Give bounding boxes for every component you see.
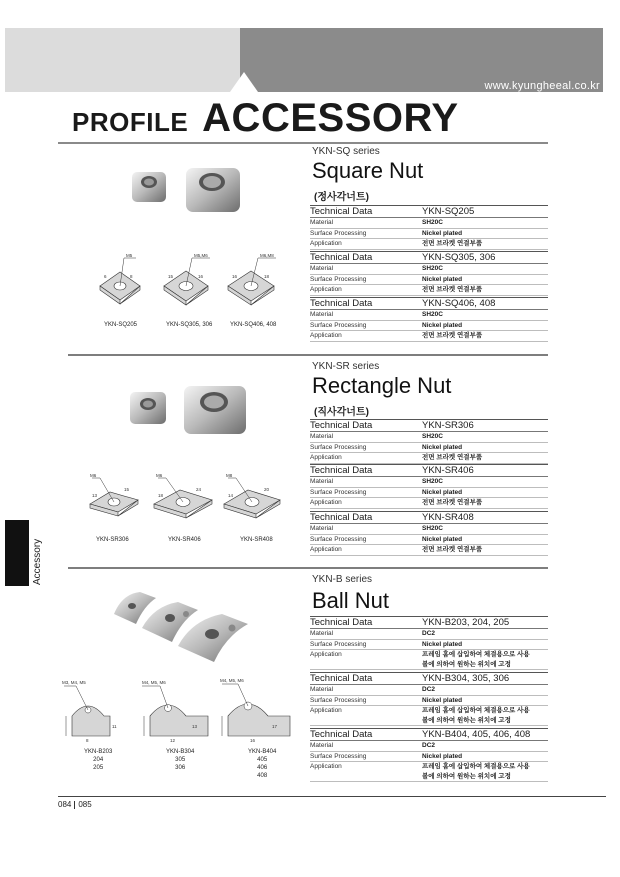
spec-row-material	[310, 218, 548, 229]
rectangle-nut-small	[130, 392, 166, 424]
caption-sq305: YKN-SQ305, 306	[166, 322, 213, 328]
caption-sr406: YKN-SR406	[168, 537, 201, 543]
caption-line: 306	[175, 765, 186, 771]
spec-header	[310, 511, 548, 524]
spec-value: SH20C	[422, 433, 443, 440]
spec-row-application	[310, 498, 548, 509]
spec-key: Application	[310, 651, 342, 658]
spec-table-sr306	[310, 419, 548, 464]
b203-dim-b: 11	[112, 724, 117, 729]
spec-value: 전면 브라켓 연결부품	[422, 240, 483, 247]
rectangle-nut-photo	[120, 378, 260, 440]
spec-header-label: Technical Data	[310, 252, 373, 263]
spec-header-model: YKN-B404, 405, 406, 408	[422, 729, 531, 740]
product-title-rectangle-nut: Rectangle Nut	[312, 373, 452, 398]
spec-header	[310, 672, 548, 685]
series-label-b: YKN-B series	[312, 574, 373, 585]
ball-nut-drawings	[58, 676, 298, 746]
spec-header	[310, 464, 548, 477]
sq406-dim-a: 16	[232, 274, 238, 279]
footer-rule	[58, 796, 606, 797]
spec-key: Surface Processing	[310, 443, 367, 451]
spec-row-material	[310, 477, 548, 488]
spec-header	[310, 419, 548, 432]
b304-dim-b: 13	[192, 724, 198, 729]
spec-key: Material	[310, 525, 334, 532]
caption-line: YKN-B304	[166, 749, 195, 755]
spec-key: Material	[310, 478, 334, 485]
spec-value: Nickel plated	[422, 535, 463, 543]
caption-line: 204	[93, 757, 104, 763]
header-notch	[230, 72, 258, 92]
sr408-dim-a: 14	[228, 493, 234, 498]
spec-row-surface	[310, 640, 548, 651]
spec-header-label: Technical Data	[310, 420, 373, 431]
spec-value: Nickel plated	[422, 275, 463, 283]
spec-header-label: Technical Data	[310, 206, 373, 217]
page-title-profile: PROFILE	[72, 107, 189, 137]
spec-value: DC2	[422, 686, 436, 693]
spec-row-application	[310, 706, 548, 726]
caption-b203	[84, 748, 112, 772]
spec-value: SH20C	[422, 525, 443, 532]
spec-table-sq205	[310, 205, 548, 250]
square-nut-small	[132, 172, 166, 202]
spec-key: Surface Processing	[310, 488, 367, 496]
spec-row-surface	[310, 752, 548, 763]
spec-table-sq305	[310, 251, 548, 296]
spec-key: Application	[310, 454, 342, 461]
page-title	[72, 96, 459, 141]
sq205-dim-a: 6	[104, 274, 107, 279]
spec-header-model: YKN-SQ305, 306	[422, 252, 496, 263]
spec-row-application	[310, 650, 548, 670]
spec-row-surface	[310, 321, 548, 332]
spec-value: DC2	[422, 630, 436, 637]
product-korean-rectangle-nut: (직사각너트)	[314, 407, 369, 418]
spec-value: Nickel plated	[422, 488, 463, 496]
spec-row-surface	[310, 229, 548, 240]
spec-value: SH20C	[422, 478, 443, 485]
spec-row-application	[310, 285, 548, 296]
spec-row-surface	[310, 488, 548, 499]
sr406-dim-a: 18	[158, 493, 164, 498]
spec-row-surface	[310, 535, 548, 546]
caption-line: 406	[257, 765, 268, 771]
square-nut-large	[186, 168, 240, 212]
page-numbers	[58, 800, 92, 809]
spec-row-surface	[310, 696, 548, 707]
sq406-dim-b: 18	[264, 274, 270, 279]
square-nut-photo	[120, 160, 250, 220]
spec-row-application	[310, 331, 548, 342]
spec-header	[310, 297, 548, 310]
spec-value: 전면 브라켓 연결부품	[422, 454, 483, 461]
sr406-dim-b: 24	[196, 487, 202, 492]
sq205-dim-b: 8	[130, 274, 133, 279]
spec-key: Application	[310, 332, 342, 339]
spec-header-model: YKN-SQ406, 408	[422, 298, 496, 309]
spec-row-surface	[310, 275, 548, 286]
sr408-dim-b: 20	[264, 487, 270, 492]
product-title-ball-nut: Ball Nut	[312, 588, 390, 613]
spec-key: Material	[310, 630, 334, 637]
spec-header-label: Technical Data	[310, 729, 373, 740]
spec-value: 전면 브라켓 연결부품	[422, 546, 483, 553]
product-korean-square-nut: (정사각너트)	[314, 192, 369, 203]
caption-line: 405	[257, 757, 268, 763]
caption-line: 205	[93, 765, 104, 771]
product-title-square-nut: Square Nut	[312, 158, 424, 183]
spec-row-material	[310, 524, 548, 535]
spec-header-model: YKN-SQ205	[422, 206, 475, 217]
spec-value: Nickel plated	[422, 640, 463, 648]
square-nut-drawings	[92, 250, 292, 320]
spec-key: Application	[310, 286, 342, 293]
spec-value: Nickel plated	[422, 696, 463, 704]
spec-key: Application	[310, 499, 342, 506]
side-tab-marker	[5, 520, 29, 586]
rectangle-nut-large	[184, 386, 246, 434]
spec-header	[310, 728, 548, 741]
caption-sr306: YKN-SR306	[96, 537, 129, 543]
spec-row-surface	[310, 443, 548, 454]
b304-thread: M4, M5, M6	[142, 680, 166, 685]
spec-key: Surface Processing	[310, 321, 367, 329]
title-underline	[58, 142, 548, 144]
spec-key: Material	[310, 686, 334, 693]
spec-table-b404	[310, 728, 548, 782]
spec-table-sq406	[310, 297, 548, 342]
spec-table-b203	[310, 616, 548, 670]
spec-row-material	[310, 741, 548, 752]
sq305-dim-b: 16	[198, 274, 204, 279]
spec-value: Nickel plated	[422, 443, 463, 451]
spec-header-label: Technical Data	[310, 512, 373, 523]
spec-row-application	[310, 239, 548, 250]
spec-key: Surface Processing	[310, 752, 367, 760]
spec-value: SH20C	[422, 311, 443, 318]
rectangle-nut-drawings	[84, 470, 294, 534]
spec-value: DC2	[422, 742, 436, 749]
spec-row-material	[310, 432, 548, 443]
spec-value: Nickel plated	[422, 321, 463, 329]
b203-thread: M3, M4, M5	[62, 680, 86, 685]
spec-table-sr406	[310, 464, 548, 509]
spec-key: Application	[310, 546, 342, 553]
spec-header-label: Technical Data	[310, 673, 373, 684]
page-number-separator	[74, 801, 75, 809]
section-divider-2	[68, 567, 548, 569]
caption-sr408: YKN-SR408	[240, 537, 273, 543]
spec-header-model: YKN-SR306	[422, 420, 474, 431]
caption-sq205: YKN-SQ205	[104, 322, 138, 328]
b404-dim-b: 17	[272, 724, 278, 729]
sr306-dim-b: 15	[124, 487, 130, 492]
spec-key: Material	[310, 311, 334, 318]
b404-thread: M4, M5, M6	[220, 678, 244, 683]
sr306-thread: M6	[90, 473, 97, 478]
caption-line: YKN-B203	[84, 749, 113, 755]
sr306-dim-a: 13	[92, 493, 98, 498]
spec-row-material	[310, 264, 548, 275]
spec-table-b304	[310, 672, 548, 726]
spec-value: 프레임 홈에 삽입하여 체결용으로 사용 볼에 의하여 원하는 위치에 고정	[422, 707, 530, 724]
spec-row-application	[310, 545, 548, 556]
sq305-thread: M5,M6	[194, 253, 208, 258]
page-number-right: 085	[78, 800, 92, 809]
series-label-sr: YKN-SR series	[312, 361, 380, 372]
spec-header	[310, 251, 548, 264]
caption-line: 408	[257, 773, 268, 779]
spec-key: Surface Processing	[310, 535, 367, 543]
b304-dim-a: 12	[170, 738, 176, 743]
sr408-thread: M8	[226, 473, 233, 478]
spec-header-model: YKN-SR408	[422, 512, 474, 523]
spec-key: Surface Processing	[310, 275, 367, 283]
spec-header	[310, 205, 548, 218]
spec-key: Application	[310, 763, 342, 770]
website-url[interactable]: www.kyungheeal.co.kr	[484, 80, 600, 92]
spec-key: Material	[310, 219, 334, 226]
spec-header	[310, 616, 548, 629]
sq205-thread: M5	[126, 253, 133, 258]
spec-value: 전면 브라켓 연결부품	[422, 286, 483, 293]
spec-key: Material	[310, 433, 334, 440]
caption-b404	[248, 748, 276, 780]
spec-row-application	[310, 762, 548, 782]
caption-line: YKN-B404	[248, 749, 277, 755]
spec-value: 전면 브라켓 연결부품	[422, 332, 483, 339]
spec-value: Nickel plated	[422, 229, 463, 237]
spec-row-material	[310, 310, 548, 321]
sq406-thread: M6,M8	[260, 253, 274, 258]
sr406-thread: M6	[156, 473, 163, 478]
spec-key: Surface Processing	[310, 640, 367, 648]
page-number-left: 084	[58, 800, 72, 809]
sq305-dim-a: 15	[168, 274, 174, 279]
spec-header-model: YKN-SR406	[422, 465, 474, 476]
spec-value: SH20C	[422, 265, 443, 272]
spec-header-model: YKN-B203, 204, 205	[422, 617, 510, 628]
spec-table-sr408	[310, 511, 548, 556]
page-title-accessory: ACCESSORY	[202, 96, 459, 140]
b203-dim-a: 8	[86, 738, 89, 743]
b404-dim-a: 16	[250, 738, 256, 743]
section-divider-1	[68, 354, 548, 356]
spec-value: 프레임 홈에 삽입하여 체결용으로 사용 볼에 의하여 원하는 위치에 고정	[422, 651, 530, 668]
spec-value: Nickel plated	[422, 752, 463, 760]
spec-header-label: Technical Data	[310, 617, 373, 628]
spec-key: Surface Processing	[310, 229, 367, 237]
spec-row-material	[310, 685, 548, 696]
spec-header-model: YKN-B304, 305, 306	[422, 673, 510, 684]
spec-header-label: Technical Data	[310, 298, 373, 309]
spec-value: 전면 브라켓 연결부품	[422, 499, 483, 506]
ball-nut-large	[178, 614, 248, 662]
spec-header-label: Technical Data	[310, 465, 373, 476]
caption-sq406: YKN-SQ406, 408	[230, 322, 277, 328]
series-label-sq: YKN-SQ series	[312, 146, 380, 157]
spec-key: Application	[310, 240, 342, 247]
spec-key: Application	[310, 707, 342, 714]
spec-row-application	[310, 453, 548, 464]
spec-key: Material	[310, 265, 334, 272]
spec-key: Material	[310, 742, 334, 749]
side-tab-label: Accessory	[32, 538, 43, 585]
caption-b304	[166, 748, 194, 772]
spec-value: SH20C	[422, 219, 443, 226]
caption-line: 305	[175, 757, 186, 763]
spec-value: 프레임 홈에 삽입하여 체결용으로 사용 볼에 의하여 원하는 위치에 고정	[422, 763, 530, 780]
spec-key: Surface Processing	[310, 696, 367, 704]
ball-nut-photo	[100, 584, 260, 664]
spec-row-material	[310, 629, 548, 640]
header-band-light	[5, 28, 245, 92]
